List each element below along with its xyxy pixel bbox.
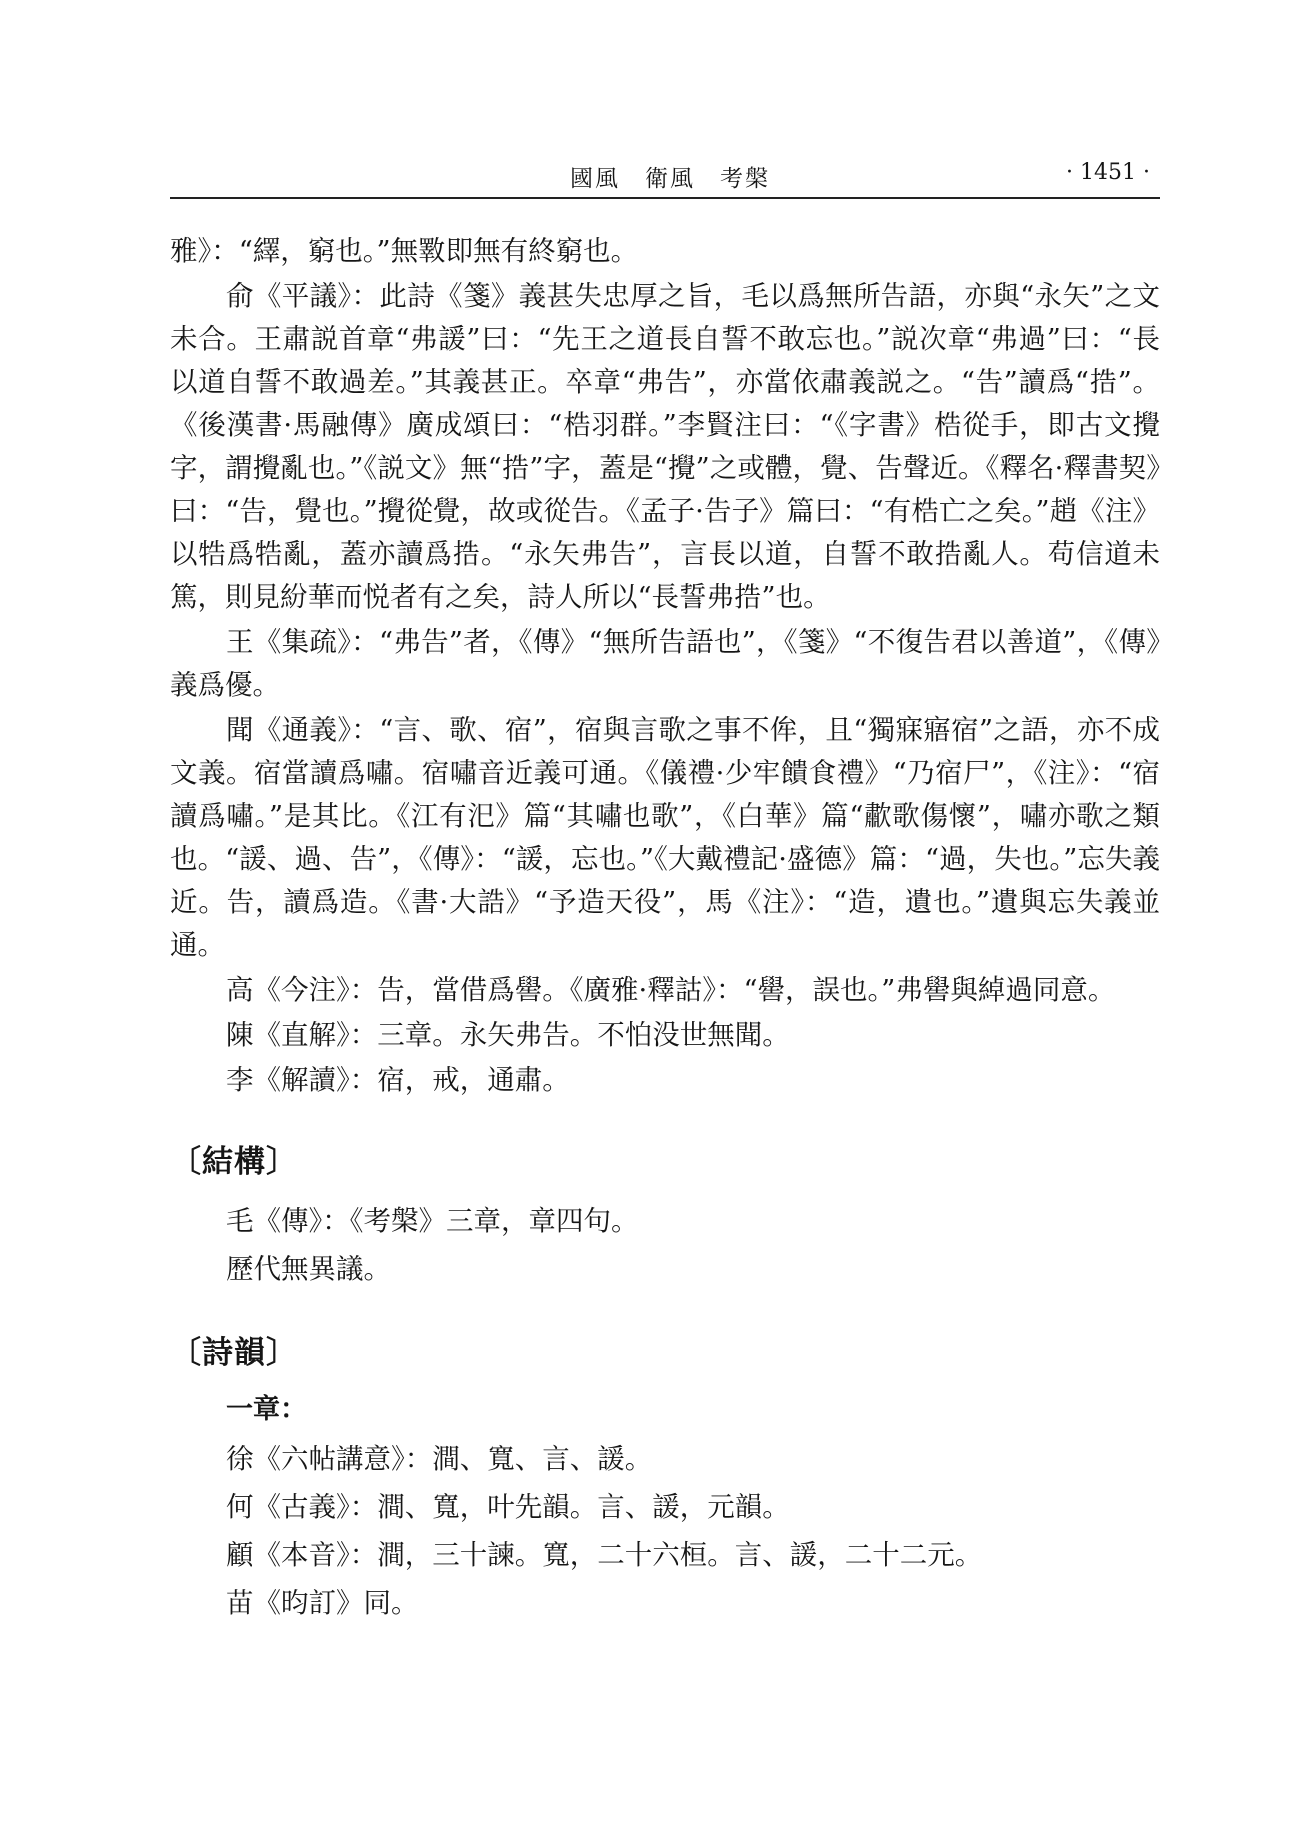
page-header	[170, 160, 1160, 200]
rhyme-line: 何《古義》：澗、寬，叶先韻。言、諼，元韻。	[226, 1491, 790, 1523]
paragraph-wen-tongyi: 聞《通義》：“言、歌、宿”，宿與言歌之事不侔，且“獨寐寤宿”之語，亦不成文義。宿當讀爲嘯。宿嘯音近義可通。《儀禮·少牢饋食禮》“乃宿尸”，《注》：“宿讀爲嘯。”是其比。《江有汜》篇“其嘯也歌”，《白華》篇“歗歌傷懷”，嘯亦歌之類也。“諼、過、告”，《傳》：“諼，忘也。”《大戴禮記·盛德》篇：“過，失也。”忘失義近。告，讀爲造。《書·大誥》“予造天役”，馬《注》：“造，遺也。”遺與忘失義並通。	[170, 714, 1160, 961]
paragraph-li-jiedu: 李《解讀》：宿，戒，通肅。	[226, 1064, 570, 1096]
structure-line: 歷代無異議。	[226, 1253, 391, 1285]
rhyme-line: 苗《昀訂》同。	[226, 1587, 419, 1619]
page-body	[170, 230, 1160, 1627]
running-title: 國風 衛風 考槃	[570, 166, 770, 192]
paragraph-chen-zhijie: 陳《直解》：三章。永矢弗告。不怕没世無聞。	[226, 1019, 790, 1051]
structure-line: 毛《傳》：《考槃》三章，章四句。	[226, 1205, 639, 1237]
rhyme-line: 徐《六帖講意》：澗、寬、言、諼。	[226, 1443, 653, 1475]
paragraph-wang-jishu: 王《集疏》：“弗告”者，《傳》“無所告語也”，《箋》“不復告君以善道”，《傳》義爲優。	[170, 626, 1160, 701]
header-rule	[170, 197, 1160, 199]
paragraph-gao-jinzhu: 高《今注》：告，當借爲嚳。《廣雅·釋詁》：“嚳，誤也。”弗嚳與綽過同意。	[226, 974, 1116, 1006]
rhyme-subhead: 一章：	[226, 1394, 307, 1425]
paragraph-yu-pingyi: 俞《平議》：此詩《箋》義甚失忠厚之旨，毛以爲無所告語，亦與“永矢”之文未合。王肅説首章“弗諼”曰：“先王之道長自誓不敢忘也。”説次章“弗過”曰：“長以道自誓不敢過差。”其義甚正。卒章“弗告”，亦當依肅義説之。“告”讀爲“捁”。《後漢書·馬融傳》廣成頌曰：“梏羽群。”李賢注曰：“《字書》梏從手，即古文攪字，謂攪亂也。”《説文》無“捁”字，蓋是“攪”之或體，覺、告聲近。《釋名·釋書契》曰：“告，覺也。”攪從覺，故或從告。《孟子·告子》篇曰：“有梏亡之矣。”趙《注》以牿爲牿亂，蓋亦讀爲捁。“永矢弗告”，言長以道，自誓不敢捁亂人。苟信道未篤，則見紛華而悦者有之矣，詩人所以“長誓弗捁”也。	[170, 280, 1160, 613]
page-number: · 1451 ·	[1066, 160, 1150, 185]
rhyme-line: 顧《本音》：澗，三十諫。寬，二十六桓。言、諼，二十二元。	[226, 1539, 983, 1571]
section-title-structure: 〔結構〕	[170, 1144, 298, 1180]
paragraph-continuation: 雅》：“繹，窮也。”無斁即無有終窮也。	[170, 235, 639, 267]
section-title-rhyme: 〔詩韻〕	[170, 1335, 298, 1371]
